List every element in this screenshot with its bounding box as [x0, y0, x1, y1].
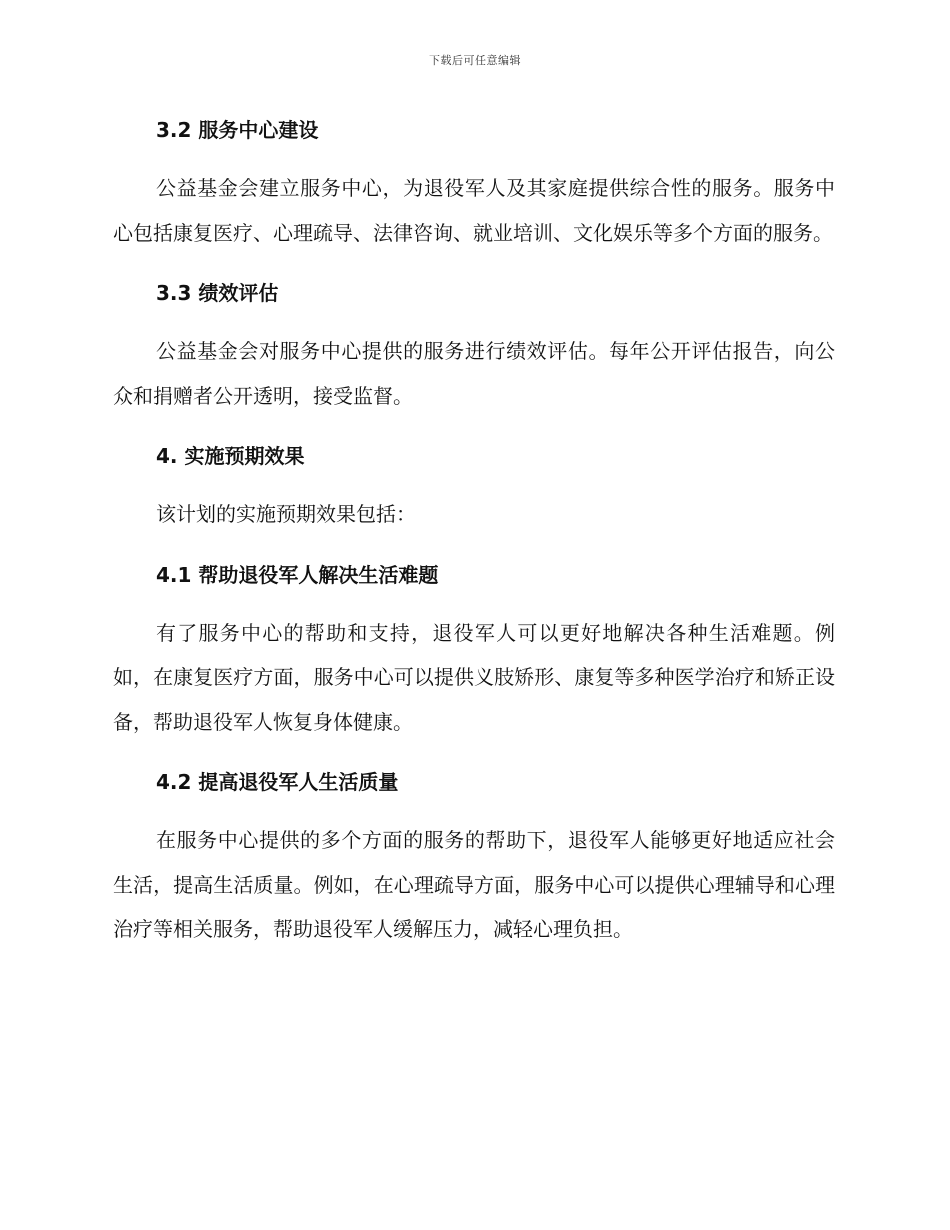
section-paragraph-4-1: 有了服务中心的帮助和支持，退役军人可以更好地解决各种生活难题。例如，在康复医疗方面，服务中心可以提供义肢矫形、康复等多种医学治疗和矫正设备，帮助退役军人恢复身体健康。	[113, 620, 835, 734]
section-paragraph-4: 该计划的实施预期效果包括：	[156, 502, 416, 526]
document-body	[113, 110, 835, 952]
section-paragraph-4-2: 在服务中心提供的多个方面的服务的帮助下，退役军人能够更好地适应社会生活，提高生活质量。例如，在心理疏导方面，服务中心可以提供心理辅导和心理治疗等相关服务，帮助退役军人缓解压力，减轻心理负担。	[113, 828, 835, 941]
page-header-note: 下载后可任意编辑	[429, 54, 521, 67]
section-paragraph-3-2: 公益基金会建立服务中心，为退役军人及其家庭提供综合性的服务。服务中心包括康复医疗、心理疏导、法律咨询、就业培训、文化娱乐等多个方面的服务。	[113, 176, 835, 245]
section-heading-4-1: 4.1 帮助退役军人解决生活难题	[156, 562, 439, 587]
section-heading-3-3: 3.3 绩效评估	[156, 281, 279, 305]
section-paragraph-3-3: 公益基金会对服务中心提供的服务进行绩效评估。每年公开评估报告，向公众和捐赠者公开透明，接受监督。	[113, 339, 835, 408]
section-heading-4-2: 4.2 提高退役军人生活质量	[156, 770, 399, 794]
section-heading-3-2: 3.2 服务中心建设	[156, 118, 319, 142]
section-heading-4: 4. 实施预期效果	[156, 444, 305, 468]
